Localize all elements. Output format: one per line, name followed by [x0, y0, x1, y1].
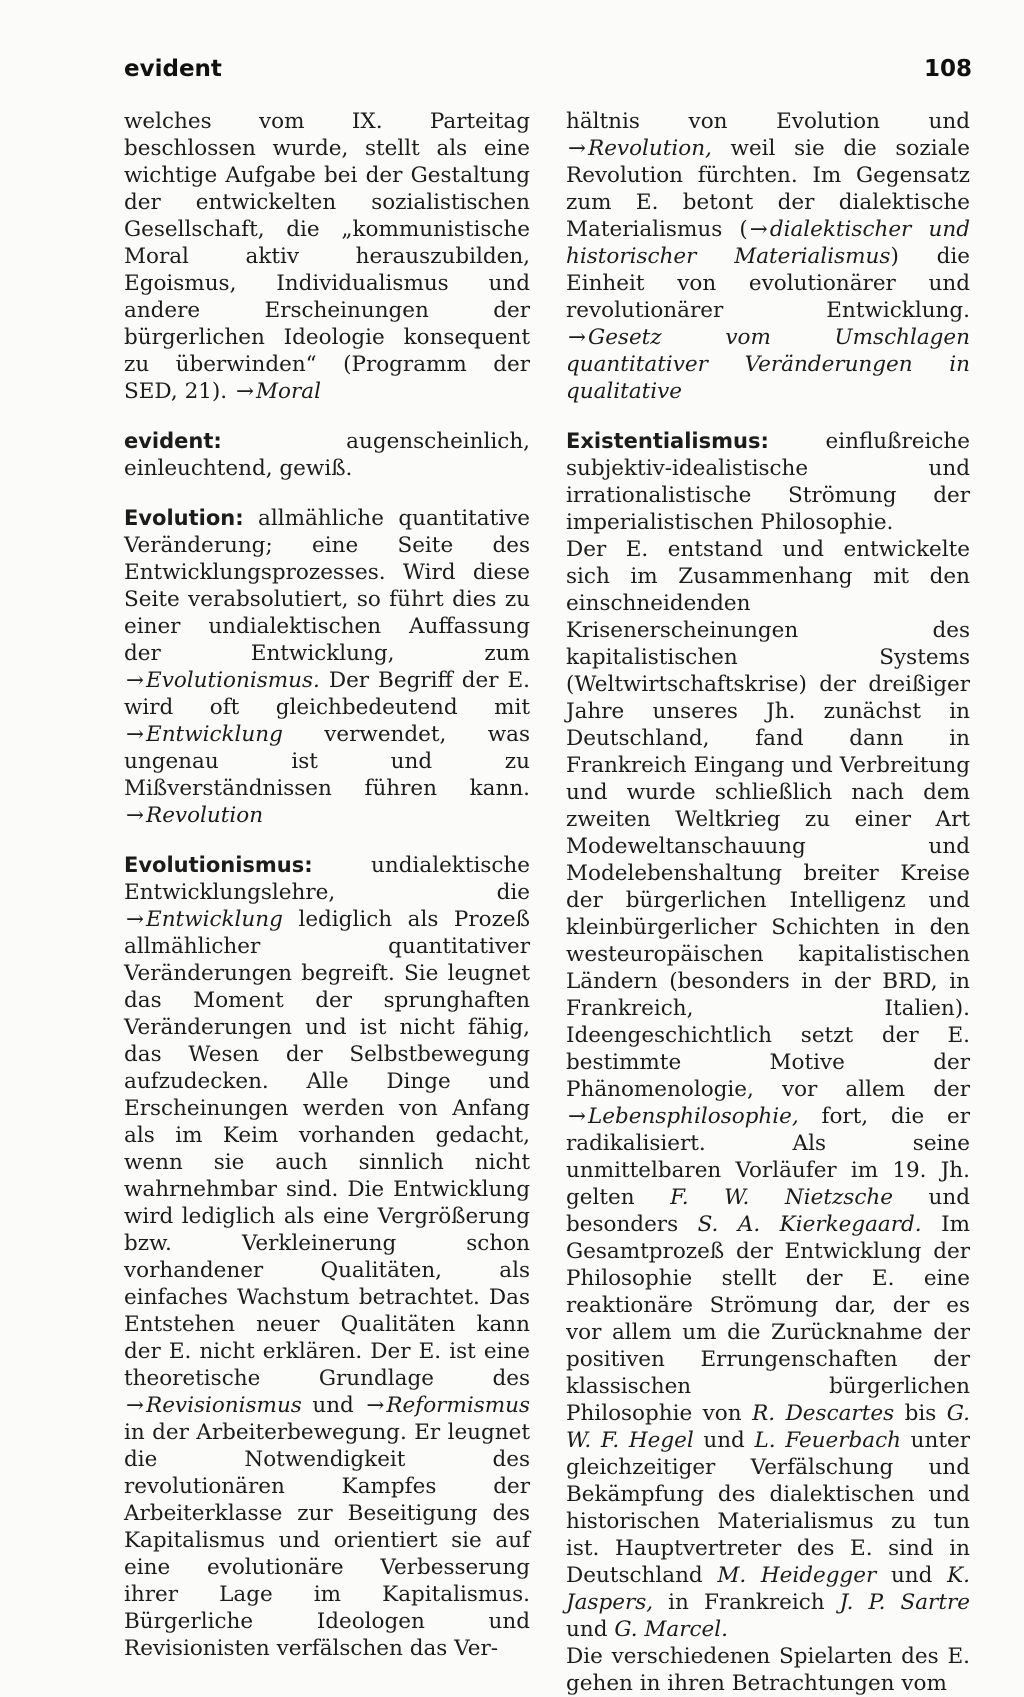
person-name: F. W. Nietzsche — [670, 1185, 893, 1210]
existentialismus-paragraph: Der E. entstand und entwickelte sich im Zusammenhang mit den einschneidenden Krisenerscheinungen des kapitalistischen Systems (Weltwirtschaftskrise) der dreißiger Jahre unseres Jh. zunächst in Deutschland, fand dann in Frankreich Eingang und Verbreitung und wurde schließlich nach dem zweiten Weltkrieg zu einer Art Modeweltanschauung und Modelebenshaltung breiter Kreise der bürgerlichen Intelligenz und kleinbürgerlicher Schichten in den westeuropäischen kapitalistischen Ländern (besonders in der BRD, in Frankreich, Italien). Ideengeschichtlich setzt der E. bestimmte Motive der Phänomenologie, vor allem der → Lebensphilosophie, fort, die er radikalisiert. Als seine unmittelbaren Vorläufer im 19. Jh. gelten F. W. Nietzsche und besonders S. A. Kierkegaard. Im Gesamtprozeß der Entwicklung der Philosophie stellt der E. eine reaktionäre Strömung dar, der es vor allem um die Zurücknahme der positiven Errungenschaften der klassischen bürgerlichen Philosophie von R. Descartes bis G. W. F. Hegel und L. Feuerbach unter gleichzeitiger Verfälschung und Bekämpfung des dialektischen und historischen Materialismus zu tun ist. Hauptvertreter des E. sind in Deutschland M. Heidegger und K. Jaspers, in Frankreich J. P. Sartre und G. Marcel. — [566, 537, 971, 1642]
entry-evolution: Evolution: allmähliche quantitative Veränderung; eine Seite des Entwicklungsprozesses. Wird diese Seite verabsolutiert, so führt dies zu einer undialektischen Auffassung der Entwicklung, zum → Evolutionismus. Der Begriff der E. wird oft gleichbedeutend mit → Entwicklung verwendet, was ungenau ist und zu Mißverständnissen führen kann. → Revolution — [124, 506, 530, 828]
cross-reference[interactable]: Revolution — [146, 803, 264, 828]
reference-arrow-icon: → — [126, 668, 143, 693]
cross-reference[interactable]: Revolution, — [588, 136, 712, 161]
reference-arrow-icon: → — [126, 1393, 143, 1418]
right-column — [566, 108, 970, 1697]
cross-reference[interactable]: Gesetz vom Umschlagen quantitativer Veränderungen in qualitative — [566, 325, 970, 404]
reference-arrow-icon: → — [126, 907, 143, 932]
person-name: S. A. Kierkegaard. — [697, 1212, 922, 1237]
existentialismus-paragraph: Die verschiedenen Spielarten des E. gehen in ihren Betrachtungen vom — [566, 1644, 970, 1696]
cross-reference[interactable]: Lebensphilosophie, — [588, 1104, 799, 1129]
person-name: R. Descartes — [752, 1401, 895, 1426]
cross-reference[interactable]: Revisionismus — [146, 1393, 302, 1418]
person-name: J. P. Sartre — [839, 1590, 970, 1615]
entry-evident: evident: augenscheinlich, einleuchtend, gewiß. — [124, 429, 530, 481]
entry-evolutionismus: Evolutionismus: undialektische Entwicklungslehre, die → Entwicklung lediglich als Prozeß allmählicher quantitativer Veränderungen begreift. Sie leugnet das Moment der sprunghaften Veränderungen und ist nicht fähig, das Wesen der Selbstbewegung aufzudecken. Alle Dinge und Erscheinungen werden von Anfang als im Keim vorhanden gedacht, wenn sie auch sinnlich nicht wahrnehmbar sind. Die Entwicklung wird lediglich als eine Vergrößerung bzw. Verkleinerung schon vorhandener Qualitäten, als einfaches Wachstum betrachtet. Das Entstehen neuer Qualitäten kann der E. nicht erklären. Der E. ist eine theoretische Grundlage des → Revisionismus und → Reformismus in der Arbeiterbewegung. Er leugnet die Notwendigkeit des revolutionären Kampfes der Arbeiterklasse zur Beseitigung des Kapitalismus und orientiert sie auf eine evolutionäre Verbesserung ihrer Lage im Kapitalismus. Bürgerliche Ideologen und Revisionisten verfälschen das Ver- — [124, 853, 530, 1661]
reference-arrow-icon: → — [749, 217, 766, 242]
reference-arrow-icon: → — [568, 1104, 585, 1129]
reference-arrow-icon: → — [126, 722, 143, 747]
entry-existentialismus: Existentialismus: einflußreiche subjektiv-idealistische und irrationalistische Strömung der imperialistischen Philosophie. — [566, 429, 970, 535]
headword: evident: — [124, 429, 222, 453]
person-name: L. Feuerbach — [754, 1428, 901, 1453]
person-name: G. Marcel. — [614, 1617, 728, 1642]
cross-reference[interactable]: Entwicklung — [146, 722, 283, 747]
reference-arrow-icon: → — [568, 136, 585, 161]
cross-reference[interactable]: dialektischer und historischer Materialismus — [566, 217, 970, 269]
reference-arrow-icon: → — [366, 1393, 383, 1418]
cross-reference[interactable]: Entwicklung — [146, 907, 283, 932]
headword: Evolution: — [124, 506, 244, 530]
person-name: K. Jaspers, — [566, 1563, 971, 1615]
reference-arrow-icon: → — [126, 803, 143, 828]
reference-arrow-icon: → — [568, 325, 585, 350]
person-name: M. Heidegger — [717, 1563, 877, 1588]
headword: Evolutionismus: — [124, 853, 313, 877]
entry-continuation: welches vom IX. Parteitag beschlossen wurde, stellt als eine wichtige Aufgabe bei der Gestaltung der entwickelten sozialistischen Gesellschaft, die „kommunistische Moral aktiv herauszubilden, Egoismus, Individualismus und andere Erscheinungen der bürgerlichen Ideologie konsequent zu überwinden“ (Programm der SED, 21). → Moral — [124, 109, 530, 404]
person-name: G. W. F. Hegel — [566, 1401, 970, 1453]
page-number: 108 — [923, 56, 972, 82]
entry-continuation: hältnis von Evolution und → Revolution, weil sie die soziale Revolution fürchten. Im Gegensatz zum E. betont der dialektische Materialismus (→ dialektischer und historischer Materialismus) die Einheit von evolutionärer und revolutionärer Entwicklung. → Gesetz vom Umschlagen quantitativer Veränderungen in qualitative — [566, 109, 970, 404]
left-column — [124, 108, 530, 1662]
cross-reference[interactable]: Moral — [256, 379, 321, 404]
reference-arrow-icon: → — [236, 379, 253, 404]
cross-reference[interactable]: Evolutionismus. — [146, 668, 320, 693]
running-head: evident — [124, 56, 222, 82]
headword: Existentialismus: — [566, 429, 769, 453]
cross-reference[interactable]: Reformismus — [386, 1393, 530, 1418]
